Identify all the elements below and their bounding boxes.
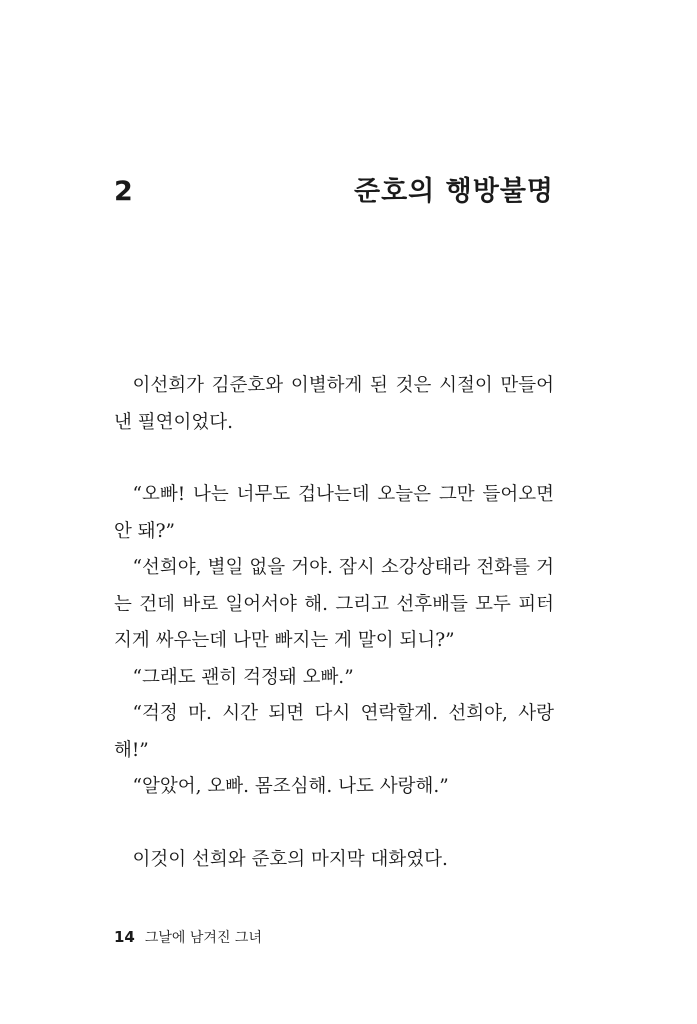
running-title: 그날에 남겨진 그녀: [144, 930, 262, 946]
paragraph-gap: [114, 441, 554, 477]
dialogue-line: “그래도 괜히 걱정돼 오빠.”: [132, 666, 354, 688]
page-footer: [114, 925, 262, 949]
paragraph: 이선희가 김준호와 이별하게 된 것은 시절이 만들어낸 필연이었다.: [114, 375, 554, 433]
chapter-title: 준호의 행방불명: [354, 176, 554, 207]
page-number: 14: [114, 928, 135, 946]
dialogue-line: “오빠! 나는 너무도 겁나는데 오늘은 그만 들어오면 안 돼?”: [114, 484, 554, 542]
dialogue-line: “선희야, 별일 없을 거야. 잠시 소강상태라 전화를 거는 건데 바로 일어서야 해. 그리고 선후배들 모두 피터지게 싸우는데 나만 빠지는 게 말이 되니?”: [114, 557, 554, 651]
paragraph-gap: [114, 806, 554, 842]
paragraph: 이것이 선희와 준호의 마지막 대화였다.: [132, 848, 448, 870]
dialogue-line: “걱정 마. 시간 되면 다시 연락할게. 선희야, 사랑해!”: [114, 703, 554, 761]
dialogue-line: “알았어, 오빠. 몸조심해. 나도 사랑해.”: [132, 776, 449, 797]
chapter-number: 2: [114, 176, 133, 207]
body-text: [114, 368, 554, 878]
chapter-header: [114, 172, 554, 212]
